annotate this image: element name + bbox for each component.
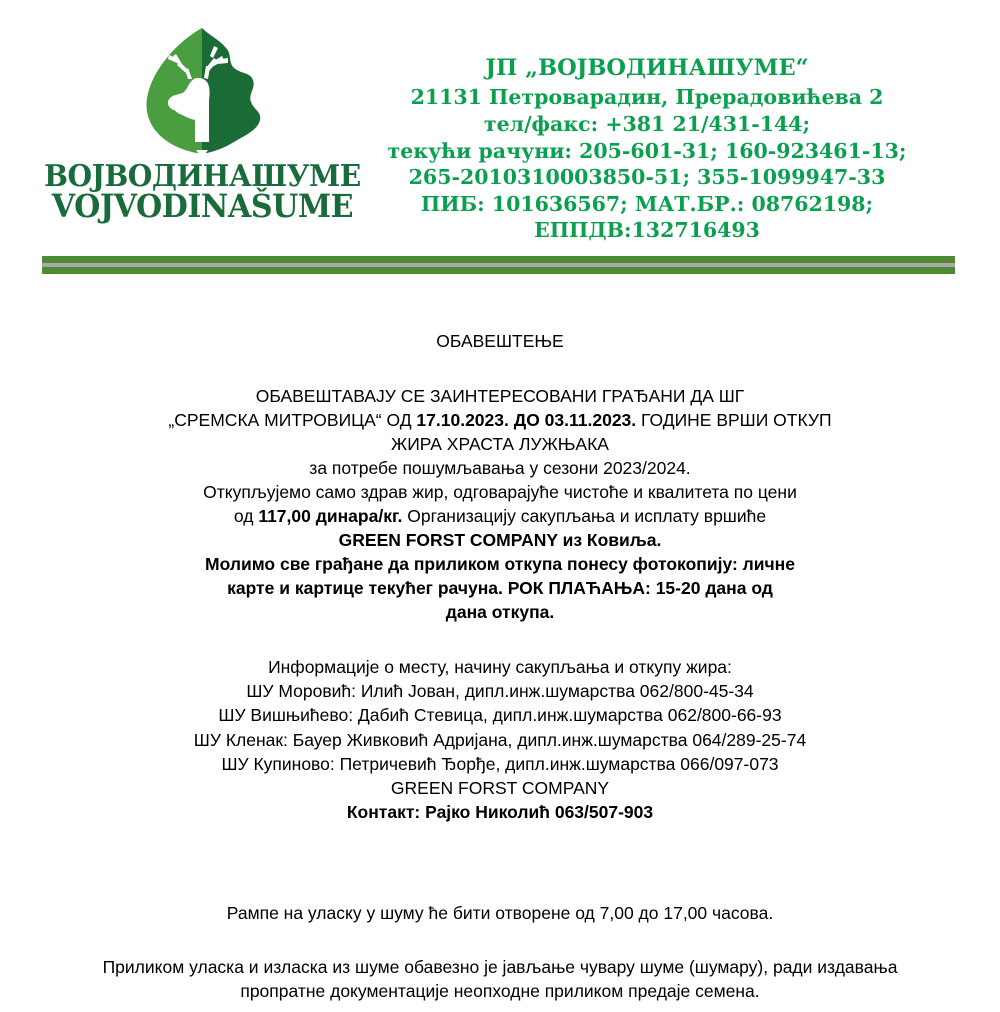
company-vat-id: ЕППДВ:132716493 bbox=[534, 218, 760, 243]
purchase-date-range: 17.10.2023. ДО 03.11.2023. bbox=[416, 409, 637, 430]
price-and-terms-block bbox=[40, 480, 960, 624]
organizer-company-location: из Ковиља. bbox=[557, 530, 662, 551]
organizer-company-name: GREEN FORST COMPANY bbox=[338, 530, 558, 551]
company-phone: тел/факс: +381 21/431-144; bbox=[483, 111, 811, 136]
contact-morovic: ШУ Моровић: Илић Јован, дипл.инж.шумарства 062/800-45-34 bbox=[246, 681, 754, 702]
divider-bar-bottom bbox=[42, 267, 955, 274]
announcement-line-1: ОБАВЕШТАВАЈУ СЕ ЗАИНТЕРЕСОВАНИ ГРАЂАНИ ДА ШГ bbox=[255, 385, 745, 406]
announcement-line-2 bbox=[40, 408, 960, 432]
letterhead bbox=[0, 0, 1000, 244]
contact-kupinovo: ШУ Купиново: Петричевић Ђорђе, дипл.инж.шумарства 066/097-073 bbox=[221, 753, 779, 774]
company-logo bbox=[42, 18, 362, 226]
page-title: ОБАВЕШТЕЊЕ bbox=[436, 331, 564, 352]
price-line bbox=[40, 504, 960, 528]
contact-klenak: ШУ Кленак: Бауер Живковић Адријана, дипл.инж.шумарства 064/289-25-74 bbox=[193, 729, 807, 750]
organizer-line bbox=[40, 528, 960, 552]
contractor-contact-person: Контакт: Рајко Николић 063/507-903 bbox=[346, 801, 654, 822]
forest-entry-line-1: Приликом уласка и изласка из шуме обавезно је јављање чувару шуме (шумару), ради издавања bbox=[102, 956, 898, 977]
documents-line-3: дана откупа. bbox=[445, 602, 555, 623]
contractor-company-name: GREEN FORST COMPANY bbox=[390, 777, 610, 798]
documents-line-2: карте и картице текућег рачуна. РОК ПЛАЋАЊА: 15-20 дана од bbox=[227, 578, 773, 599]
documents-line-1: Молимо све грађане да приликом откупа понесу фотокопију: личне bbox=[205, 554, 795, 575]
divider-bar-top bbox=[42, 256, 955, 263]
information-heading: Информације о месту, начину сакупљања и откупу жира: bbox=[268, 657, 732, 678]
season-note bbox=[40, 456, 960, 480]
company-accounts-line-1: текући рачуни: 205-601-31; 160-923461-13; bbox=[387, 138, 907, 163]
price-line-suffix: Организацију сакупљања и исплату вршиће bbox=[402, 506, 767, 527]
season-line: за потребе пошумљавања у сезони 2023/2024. bbox=[309, 457, 691, 478]
ramp-hours-line: Рампе на уласку у шуму ће бити отворене од 7,00 до 17,00 часова. bbox=[226, 902, 774, 923]
company-name: ЈП „ВОЈВОДИНАШУМЕ“ bbox=[485, 55, 809, 81]
company-address: 21131 Петроварадин, Прерадовићева 2 bbox=[410, 85, 884, 110]
announcement-line-2-suffix: ГОДИНЕ ВРШИ ОТКУП bbox=[636, 409, 832, 430]
ramp-hours-note bbox=[40, 901, 960, 925]
announcement-line-2-prefix: „СРЕМСКА МИТРОВИЦА“ ОД bbox=[168, 409, 417, 430]
company-tax-ids: ПИБ: 101636567; МАТ.БР.: 08762198; bbox=[420, 191, 874, 216]
information-block bbox=[40, 655, 960, 823]
logo-wordmark bbox=[34, 159, 371, 226]
document-body bbox=[0, 330, 1000, 1003]
header-divider bbox=[42, 256, 955, 274]
leaf-emblem-icon bbox=[136, 24, 268, 158]
contact-visnjicevo: ШУ Вишњићево: Дабић Стевица, дипл.инж.шумарства 062/800-66-93 bbox=[218, 705, 782, 726]
price-line-prefix: од bbox=[233, 506, 259, 527]
company-accounts-line-2: 265-2010310003850-51; 355-1099947-33 bbox=[408, 165, 886, 190]
announcement-line-3: ЖИРА ХРАСТА ЛУЖЊАКА bbox=[391, 433, 609, 454]
quality-line: Откупљујемо само здрав жир, одговарајуће чистоће и квалитета по цени bbox=[203, 481, 797, 502]
forest-entry-line-2: пропратне документације неопходне приликом предаје семена. bbox=[240, 980, 760, 1001]
logo-wordmark-latin: VOJVODINAŠUME bbox=[51, 187, 353, 226]
logo-wordmark-cyrillic: ВОЈВОДИНАШУМЕ bbox=[43, 159, 361, 194]
price-value: 117,00 динара/кг. bbox=[258, 506, 403, 527]
forest-entry-note bbox=[40, 955, 960, 1003]
company-details bbox=[362, 18, 958, 244]
main-announcement bbox=[40, 384, 960, 456]
